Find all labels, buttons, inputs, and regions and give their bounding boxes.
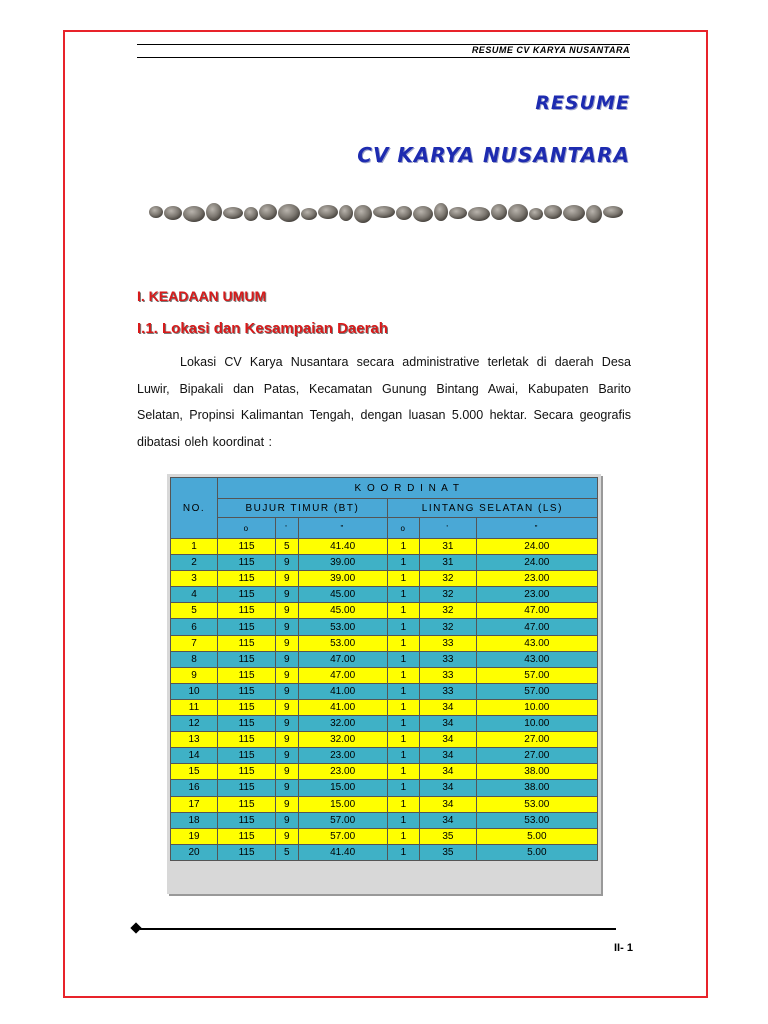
table-cell: 20 [171,844,218,860]
table-cell: 27.00 [476,732,597,748]
table-cell: 9 [276,651,298,667]
body-paragraph: Lokasi CV Karya Nusantara secara administrative terletak di daerah Desa Luwir, Bipakali dan Patas, Kecamatan Gunung Bintang Awai, Kabupaten Barito Selatan, Propinsi Kalimantan Tengah, dengan luasan 5.000 hektar. Secara geografis dibatasi oleh koordinat : [137,355,631,449]
table-cell: 57.00 [476,667,597,683]
unit-minute: ' [276,518,298,539]
table-cell: 41.40 [298,539,387,555]
table-cell: 41.40 [298,844,387,860]
table-cell: 115 [218,764,276,780]
stone-shape [301,208,317,220]
table-cell: 38.00 [476,764,597,780]
table-cell: 33 [420,683,476,699]
table-cell: 115 [218,844,276,860]
running-header: RESUME CV KARYA NUSANTARA [471,45,630,55]
table-cell: 14 [171,748,218,764]
table-cell: 1 [387,716,419,732]
stone-shape [164,206,182,220]
stone-shape [223,207,243,219]
table-cell: 34 [420,764,476,780]
table-cell: 12 [171,716,218,732]
table-cell: 45.00 [298,603,387,619]
table-row [171,587,598,603]
table-row [171,844,598,860]
stone-shape [529,208,543,220]
table-cell: 47.00 [298,667,387,683]
table-cell: 9 [276,555,298,571]
table-cell: 1 [387,635,419,651]
table-cell: 33 [420,667,476,683]
table-cell: 39.00 [298,571,387,587]
document-title: RESUME [535,92,630,114]
table-row [171,683,598,699]
table-cell: 23.00 [298,764,387,780]
table-cell: 9 [276,683,298,699]
table-cell: 115 [218,716,276,732]
table-cell: 5.00 [476,828,597,844]
table-cell: 10.00 [476,699,597,715]
table-cell: 10 [171,683,218,699]
table-row [171,699,598,715]
table-cell: 115 [218,651,276,667]
stone-shape [434,203,448,221]
table-cell: 1 [387,555,419,571]
header-lintang-selatan: LINTANG SELATAN (LS) [387,499,597,518]
subsection-heading: I.1. Lokasi dan Kesampaian Daerah [137,320,388,337]
table-cell: 115 [218,732,276,748]
table-cell: 1 [387,603,419,619]
table-cell: 1 [387,844,419,860]
table-cell: 53.00 [476,796,597,812]
table-cell: 24.00 [476,555,597,571]
stone-shape [449,207,467,219]
table-cell: 8 [171,651,218,667]
table-cell: 34 [420,716,476,732]
table-cell: 10.00 [476,716,597,732]
header-koordinat: K O O R D I N A T [218,478,598,499]
table-row [171,716,598,732]
table-cell: 33 [420,651,476,667]
coordinate-table [170,477,598,861]
table-cell: 9 [276,635,298,651]
table-cell: 115 [218,796,276,812]
table-cell: 53.00 [298,635,387,651]
stone-shape [491,204,507,220]
table-cell: 13 [171,732,218,748]
table-row [171,571,598,587]
table-cell: 57.00 [298,812,387,828]
table-cell: 6 [171,619,218,635]
table-row [171,828,598,844]
table-row [171,539,598,555]
table-cell: 1 [387,587,419,603]
table-cell: 34 [420,812,476,828]
table-row [171,651,598,667]
table-cell: 1 [387,619,419,635]
table-cell: 31 [420,555,476,571]
table-cell: 9 [276,571,298,587]
table-cell: 34 [420,748,476,764]
table-row [171,667,598,683]
table-cell: 9 [276,780,298,796]
stone-shape [206,203,222,221]
table-cell: 4 [171,587,218,603]
table-cell: 35 [420,844,476,860]
unit-degree: o [387,518,419,539]
unit-minute: ' [420,518,476,539]
table-cell: 15.00 [298,796,387,812]
table-cell: 5 [276,539,298,555]
decorative-stones-divider [143,200,627,226]
table-cell: 9 [276,732,298,748]
table-cell: 19 [171,828,218,844]
stone-shape [544,205,562,219]
table-cell: 9 [171,667,218,683]
section-heading: I. KEADAAN UMUM [137,288,267,304]
table-cell: 34 [420,732,476,748]
table-row [171,635,598,651]
stone-shape [508,204,528,222]
table-cell: 23.00 [476,587,597,603]
table-row [171,732,598,748]
table-cell: 115 [218,683,276,699]
table-row [171,555,598,571]
table-cell: 9 [276,796,298,812]
stone-shape [244,207,258,221]
table-cell: 53.00 [298,619,387,635]
footer-rule [140,928,616,930]
table-cell: 15 [171,764,218,780]
table-cell: 17 [171,796,218,812]
stone-shape [183,206,205,222]
table-cell: 1 [387,571,419,587]
table-cell: 38.00 [476,780,597,796]
table-row [171,764,598,780]
table-cell: 115 [218,587,276,603]
stone-shape [354,205,372,223]
table-cell: 5 [171,603,218,619]
table-cell: 1 [387,828,419,844]
page-number: II- 1 [614,942,633,954]
table-cell: 31 [420,539,476,555]
table-cell: 32 [420,619,476,635]
coordinate-table-container [167,474,601,894]
unit-degree: o [218,518,276,539]
table-cell: 24.00 [476,539,597,555]
table-cell: 32 [420,587,476,603]
table-cell: 9 [276,812,298,828]
table-cell: 43.00 [476,651,597,667]
stone-shape [586,205,602,223]
stone-shape [413,206,433,222]
table-cell: 9 [276,587,298,603]
stone-shape [396,206,412,220]
table-cell: 1 [387,683,419,699]
table-cell: 115 [218,635,276,651]
table-cell: 115 [218,555,276,571]
table-cell: 2 [171,555,218,571]
table-cell: 7 [171,635,218,651]
table-cell: 9 [276,603,298,619]
table-cell: 9 [276,619,298,635]
table-cell: 115 [218,780,276,796]
table-cell: 27.00 [476,748,597,764]
table-cell: 53.00 [476,812,597,828]
table-cell: 5 [276,844,298,860]
table-cell: 9 [276,764,298,780]
table-cell: 1 [387,732,419,748]
unit-second: " [476,518,597,539]
table-cell: 1 [387,699,419,715]
table-row [171,796,598,812]
table-row [171,619,598,635]
table-cell: 1 [387,651,419,667]
table-row [171,603,598,619]
unit-second: " [298,518,387,539]
table-cell: 41.00 [298,699,387,715]
table-cell: 41.00 [298,683,387,699]
table-cell: 32 [420,603,476,619]
table-cell: 39.00 [298,555,387,571]
table-row [171,812,598,828]
coordinate-table-body [171,539,598,861]
table-cell: 9 [276,699,298,715]
table-cell: 57.00 [476,683,597,699]
table-cell: 115 [218,748,276,764]
stone-shape [318,205,338,219]
table-cell: 32.00 [298,716,387,732]
company-title: CV KARYA NUSANTARA [357,143,630,167]
table-cell: 9 [276,828,298,844]
table-cell: 1 [387,796,419,812]
header-bujur-timur: BUJUR TIMUR (BT) [218,499,388,518]
table-cell: 35 [420,828,476,844]
table-cell: 5.00 [476,844,597,860]
table-cell: 1 [387,812,419,828]
table-cell: 115 [218,603,276,619]
table-cell: 23.00 [298,748,387,764]
stone-shape [373,206,395,218]
table-cell: 115 [218,828,276,844]
table-row [171,780,598,796]
table-cell: 1 [387,764,419,780]
table-cell: 1 [387,748,419,764]
stone-shape [563,205,585,221]
table-cell: 16 [171,780,218,796]
table-cell: 11 [171,699,218,715]
stone-shape [278,204,300,222]
table-cell: 3 [171,571,218,587]
table-cell: 115 [218,539,276,555]
table-cell: 1 [171,539,218,555]
table-cell: 33 [420,635,476,651]
header-no: NO. [171,478,218,539]
stone-shape [339,205,353,221]
table-cell: 34 [420,699,476,715]
table-cell: 9 [276,716,298,732]
table-cell: 23.00 [476,571,597,587]
table-cell: 115 [218,699,276,715]
stone-shape [468,207,490,221]
table-cell: 1 [387,539,419,555]
table-cell: 15.00 [298,780,387,796]
table-cell: 115 [218,667,276,683]
table-cell: 47.00 [476,603,597,619]
table-cell: 47.00 [298,651,387,667]
table-cell: 9 [276,748,298,764]
table-cell: 1 [387,780,419,796]
table-cell: 45.00 [298,587,387,603]
header-rule [137,57,630,58]
stone-shape [149,206,163,218]
table-cell: 32 [420,571,476,587]
stone-shape [259,204,277,220]
table-cell: 115 [218,571,276,587]
table-cell: 32.00 [298,732,387,748]
table-cell: 34 [420,780,476,796]
table-cell: 57.00 [298,828,387,844]
table-cell: 115 [218,619,276,635]
table-cell: 115 [218,812,276,828]
table-cell: 47.00 [476,619,597,635]
stone-shape [603,206,623,218]
table-cell: 43.00 [476,635,597,651]
table-row [171,748,598,764]
table-cell: 1 [387,667,419,683]
table-cell: 18 [171,812,218,828]
table-cell: 9 [276,667,298,683]
table-cell: 34 [420,796,476,812]
